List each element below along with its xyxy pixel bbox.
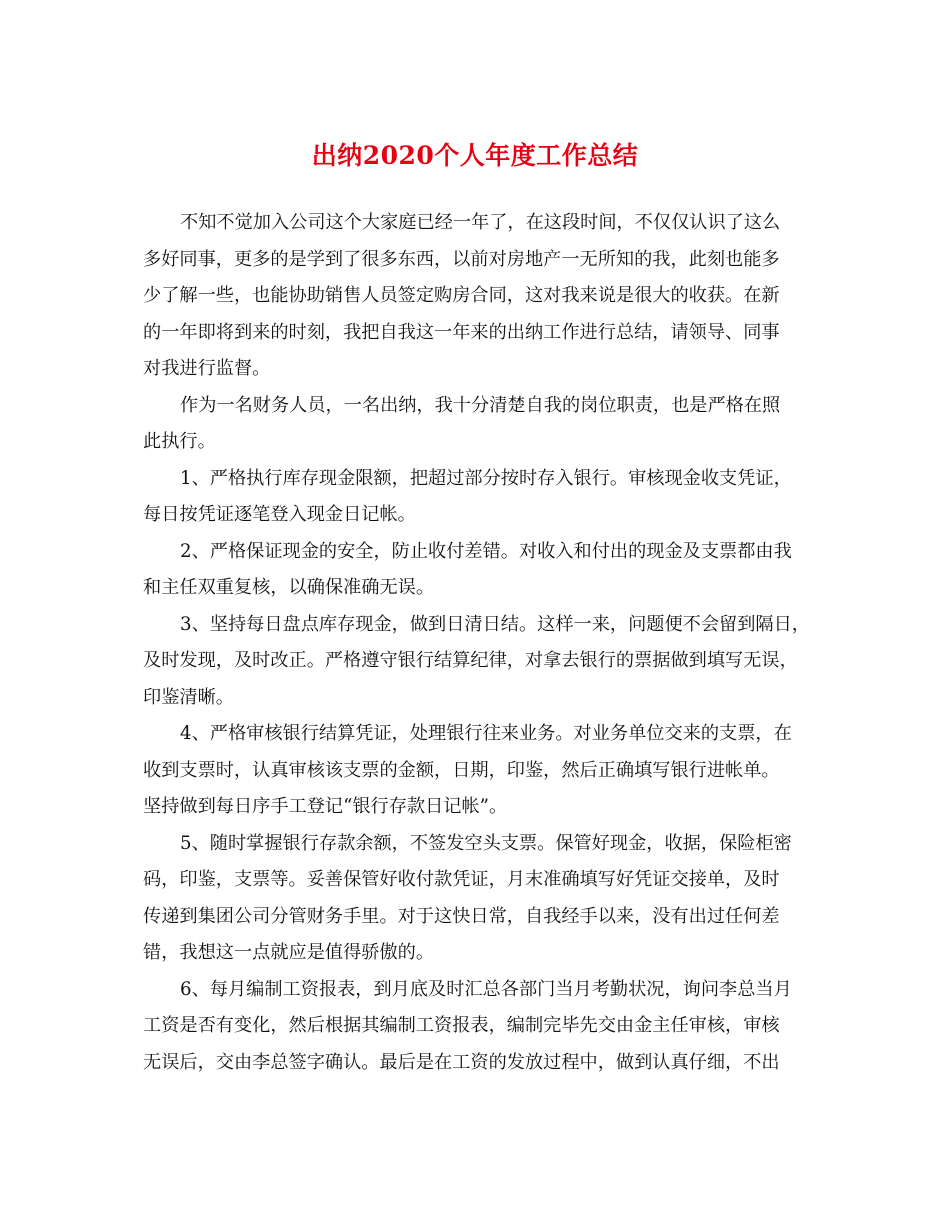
paragraph-intro	[143, 205, 823, 388]
document-title: 出纳2020个人年度工作总结	[311, 141, 639, 170]
text-line: 2、严格保证现金的安全，防止收付差错。对收入和付出的现金及支票都由我	[180, 540, 792, 562]
text-line: 不知不觉加入公司这个大家庭已经一年了，在这段时间，不仅仅认识了这么	[180, 212, 781, 233]
text-line: 收到支票时，认真审核该支票的金额，日期，印鉴，然后正确填写银行进帐单。	[143, 759, 780, 781]
text-line: 3、坚持每日盘点库存现金，做到日清日结。这样一来，问题便不会留到隔日，	[180, 613, 810, 635]
text-line: 传递到集团公司分管财务手里。对于这快日常，自我经手以来，没有出过任何差	[143, 905, 780, 927]
text-line: 少了解一些，也能协助销售人员签定购房合同，这对我来说是很大的收获。在新	[143, 285, 780, 306]
text-line: 1、严格执行库存现金限额，把超过部分按时存入银行。审核现金收支凭证，	[180, 467, 792, 489]
paragraph-item-5	[143, 826, 823, 972]
text-line: 4、严格审核银行结算凭证，处理银行往来业务。对业务单位交来的支票，在	[180, 723, 792, 744]
text-line: 及时发现，及时改正。严格遵守银行结算纪律，对拿去银行的票据做到填写无误，	[143, 650, 798, 671]
text-line: 多好同事，更多的是学到了很多东西，以前对房地产一无所知的我，此刻也能多	[143, 248, 780, 270]
text-line: 5、随时掌握银行存款余额，不签发空头支票。保管好现金，收据，保险柜密	[180, 832, 792, 854]
paragraph-item-4	[143, 716, 823, 826]
text-line: 6、每月编制工资报表，到月底及时汇总各部门当月考勤状况，询问李总当月	[180, 978, 792, 1000]
text-line: 印鉴清晰。	[143, 686, 234, 708]
text-line: 的一年即将到来的时刻，我把自我这一年来的出纳工作进行总结，请领导、同事	[143, 321, 780, 343]
document-body	[143, 205, 823, 1081]
text-line: 错，我想这一点就应是值得骄傲的。	[143, 942, 435, 963]
text-line: 对我进行监督。	[143, 358, 271, 379]
text-line: 作为一名财务人员，一名出纳，我十分清楚自我的岗位职责，也是严格在照	[180, 394, 781, 416]
paragraph-item-6	[143, 972, 823, 1082]
text-line: 和主任双重复核，以确保准确无误。	[143, 577, 435, 598]
text-line: 坚持做到每日序手工登记“银行存款日记帐”。	[143, 796, 508, 817]
paragraph-item-1	[143, 461, 823, 534]
paragraph-item-3	[143, 607, 823, 717]
text-line: 码，印鉴，支票等。妥善保管好收付款凭证，月末准确填写好凭证交接单，及时	[143, 869, 780, 890]
text-line: 工资是否有变化，然后根据其编制工资报表，编制完毕先交由金主任审核，审核	[143, 1015, 780, 1036]
text-line: 无误后，交由李总签字确认。最后是在工资的发放过程中，做到认真仔细，不出	[143, 1051, 780, 1073]
text-line: 每日按凭证逐笔登入现金日记帐。	[143, 504, 416, 525]
paragraph-item-2	[143, 534, 823, 607]
paragraph-role	[143, 388, 823, 461]
text-line: 此执行。	[143, 431, 216, 452]
